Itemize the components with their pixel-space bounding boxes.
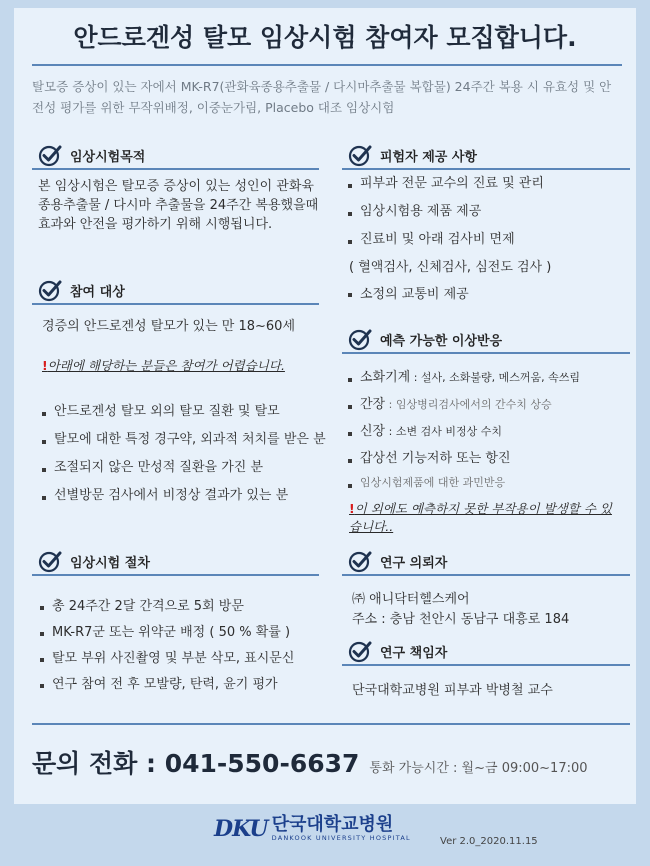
adverse-detail: : 소변 검사 비정상 수치 bbox=[385, 425, 502, 438]
section-purpose-header bbox=[38, 143, 145, 167]
exclusion-warning bbox=[42, 356, 285, 374]
check-circle-icon bbox=[348, 143, 372, 167]
exclusion-list bbox=[41, 400, 326, 512]
dku-logo-mark: DKU bbox=[214, 816, 268, 842]
hospital-name: 단국대학교병원 bbox=[271, 814, 394, 835]
list-item bbox=[347, 393, 580, 420]
section-sponsor-header bbox=[348, 549, 447, 573]
list-item: 연구 참여 전 후 모발량, 탄력, 윤기 평가 bbox=[39, 673, 294, 699]
section-eligibility-title: 참여 대상 bbox=[70, 284, 125, 300]
hospital-name-en: DANKOOK UNIVERSITY HOSPITAL bbox=[271, 834, 411, 842]
section-procedure-title: 임상시험 절차 bbox=[70, 555, 150, 571]
section-purpose-title: 임상시험목적 bbox=[70, 149, 146, 165]
adverse-label: 신장 bbox=[360, 424, 386, 439]
section-benefits-title: 피험자 제공 사항 bbox=[380, 149, 477, 165]
list-item bbox=[347, 474, 580, 498]
adverse-label: 갑상선 기능저하 또는 항진 bbox=[360, 451, 511, 466]
list-item: 탈모 부위 사진촬영 및 부분 삭모, 표시문신 bbox=[39, 647, 294, 673]
investigator-name: 단국대학교병원 피부과 박병철 교수 bbox=[352, 683, 553, 698]
list-item: 진료비 및 아래 검사비 면제 bbox=[347, 228, 544, 256]
contact-phone: 문의 전화 : 041-550-6637 bbox=[32, 749, 360, 778]
check-circle-icon bbox=[348, 549, 372, 573]
study-summary: 탈모증 증상이 있는 자에서 MK-R7(관화육종용추출물 / 다시마추출물 복합물) 24주간 복용 시 유효성 및 안전성 평가를 위한 무작위배정, 이중눈가림, Placebo 대조 임상시험 bbox=[32, 79, 612, 115]
contact-hours: 통화 가능시간 : 월~금 09:00~17:00 bbox=[369, 761, 588, 776]
footer-divider bbox=[32, 723, 630, 725]
list-item: 탈모에 대한 특정 경구약, 외과적 처치를 받은 분 bbox=[41, 428, 326, 456]
section-investigator-header bbox=[348, 639, 447, 663]
section-divider bbox=[32, 168, 319, 170]
list-item: 소정의 교통비 제공 bbox=[347, 283, 469, 307]
sponsor-name: ㈜ 애니닥터헬스케어 bbox=[352, 592, 470, 607]
list-item: 피부과 전문 교수의 진료 및 관리 bbox=[347, 172, 544, 200]
purpose-text: 본 임상시험은 탈모증 증상이 있는 성인이 관화육종용추출물 / 다시마 추출물을 24주간 복용했을때 효과와 안전을 평가하기 위해 시행됩니다. bbox=[38, 179, 319, 232]
section-investigator-title: 연구 책임자 bbox=[380, 645, 448, 661]
section-divider bbox=[32, 303, 319, 305]
list-item bbox=[347, 447, 580, 474]
section-eligibility-header bbox=[38, 278, 125, 302]
list-item: MK-R7군 또는 위약군 배정 ( 50 % 확률 ) bbox=[39, 621, 294, 647]
warning-mark: ! bbox=[42, 358, 48, 373]
section-adverse-header bbox=[348, 327, 502, 351]
check-circle-icon bbox=[38, 549, 62, 573]
section-divider bbox=[342, 168, 630, 170]
adverse-detail: : 임상병리검사에서의 간수치 상승 bbox=[385, 398, 552, 411]
section-divider bbox=[342, 574, 630, 576]
adverse-label: 소화기계 bbox=[360, 370, 411, 385]
benefits-list bbox=[347, 172, 544, 256]
list-item: 선별방문 검사에서 비정상 결과가 있는 분 bbox=[41, 484, 326, 512]
sponsor-address: 주소 : 충남 천안시 동남구 대흥로 184 bbox=[352, 612, 570, 627]
section-sponsor-title: 연구 의뢰자 bbox=[380, 555, 448, 571]
list-item: 조절되지 않은 만성적 질환을 가진 분 bbox=[41, 456, 326, 484]
section-divider bbox=[342, 664, 630, 666]
page-title: 안드로겐성 탈모 임상시험 참여자 모집합니다. bbox=[73, 23, 577, 52]
version-label: Ver 2.0_2020.11.15 bbox=[440, 836, 538, 847]
eligibility-target: 경증의 안드로겐성 탈모가 있는 만 18~60세 bbox=[42, 319, 296, 334]
section-divider bbox=[342, 352, 630, 354]
section-procedure-header bbox=[38, 549, 150, 573]
benefits-tests: ( 혈액검사, 신체검사, 심전도 검사 ) bbox=[349, 260, 552, 275]
list-item bbox=[347, 420, 580, 447]
check-circle-icon bbox=[38, 143, 62, 167]
adverse-warning-text: 이 외에도 예측하지 못한 부작용이 발생할 수 있습니다.. bbox=[349, 501, 612, 534]
check-circle-icon bbox=[348, 639, 372, 663]
list-item: 안드로겐성 탈모 외의 탈모 질환 및 탈모 bbox=[41, 400, 326, 428]
adverse-list bbox=[347, 366, 580, 498]
benefits-list-last bbox=[347, 283, 469, 307]
hospital-logo bbox=[214, 816, 411, 842]
adverse-label: 임상시험제품에 대한 과민반응 bbox=[360, 476, 506, 489]
warning-mark: ! bbox=[349, 501, 355, 516]
exclusion-warning-text: 아래에 해당하는 분들은 참여가 어렵습니다. bbox=[47, 358, 285, 373]
check-circle-icon bbox=[348, 327, 372, 351]
adverse-detail: : 설사, 소화불량, 메스꺼움, 속쓰림 bbox=[410, 371, 581, 384]
adverse-label: 간장 bbox=[360, 397, 386, 412]
procedure-list bbox=[39, 595, 294, 699]
adverse-warning bbox=[349, 500, 624, 536]
section-adverse-title: 예측 가능한 이상반응 bbox=[380, 333, 503, 349]
check-circle-icon bbox=[38, 278, 62, 302]
section-benefits-header bbox=[348, 143, 477, 167]
section-divider bbox=[32, 574, 319, 576]
list-item: 임상시험용 제품 제공 bbox=[347, 200, 544, 228]
list-item bbox=[347, 366, 580, 393]
list-item: 총 24주간 2달 간격으로 5회 방문 bbox=[39, 595, 294, 621]
title-divider bbox=[32, 64, 622, 66]
contact-line bbox=[32, 744, 588, 780]
